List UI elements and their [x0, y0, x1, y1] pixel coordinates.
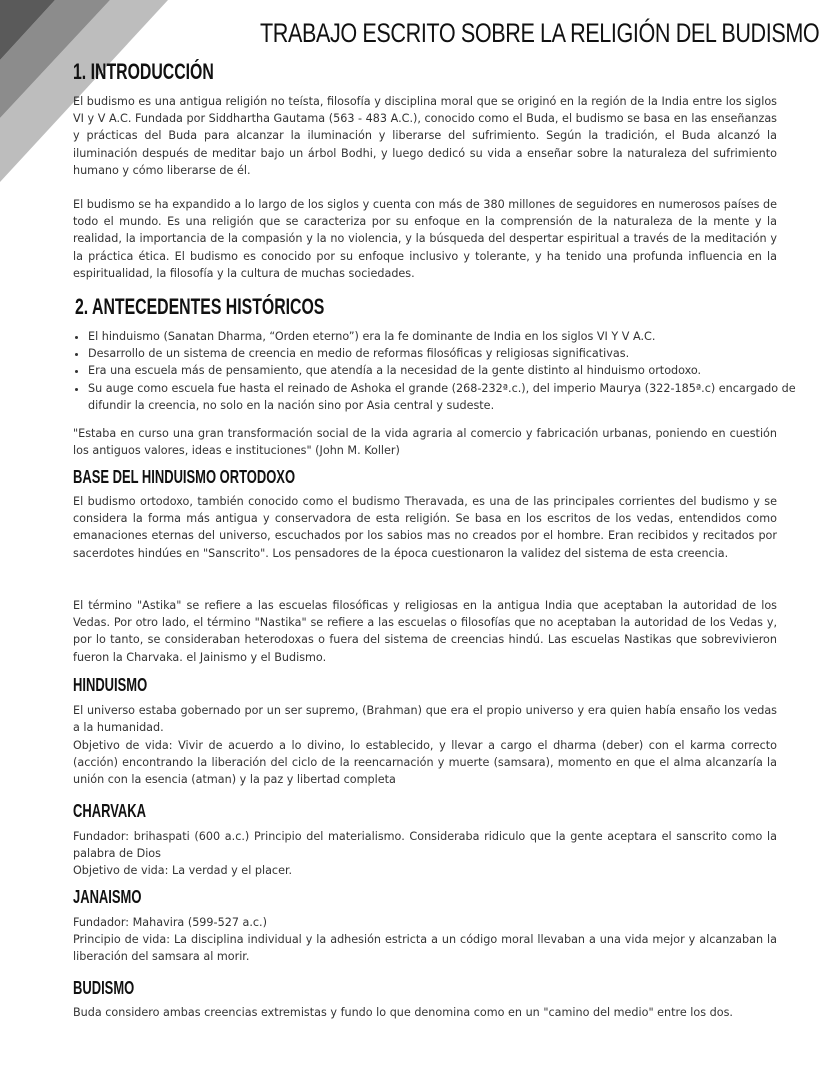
- charvaka-text-1: Fundador: brihaspati (600 a.c.) Principio del materialismo. Consideraba ridiculo que la gente aceptara el sanscrito como la palabra de Dios: [73, 830, 777, 861]
- page-title: TRABAJO ESCRITO SOBRE LA RELIGIÓN DEL BUDISMO: [260, 18, 820, 48]
- janaismo-text-1: Fundador: Mahavira (599-527 a.c.): [73, 916, 267, 929]
- section-heading-introduccion: 1. INTRODUCCIÓN: [73, 59, 214, 84]
- subheading-charvaka: CHARVAKA: [73, 801, 146, 821]
- bullet-item: • El hinduismo (Sanatan Dharma, “Orden eterno”) era la fe dominante de India en los siglos VI Y V A.C.: [88, 328, 798, 345]
- hinduismo-text-1: El universo estaba gobernado por un ser supremo, (Brahman) que era el propio universo y era quien había ensaño los vedas a la humanidad.: [73, 704, 777, 735]
- base-paragraph-1: El budismo ortodoxo, también conocido como el budismo Theravada, es una de las principales corrientes del budismo y se considera la forma más antigua y conservadora de esta religión. Se basa en los escritos de los vedas, entendidos como emanaciones eternas del universo, escuchados por los sabios mas no creados por el hombre. Eran recibidos y recitados por sacerdotes hindúes en "Sanscrito". Los pensadores de la época cuestionaron la validez del sistema de esta creencia.: [73, 495, 777, 560]
- bullet-item: • Su auge como escuela fue hasta el reinado de Ashoka el grande (268-232ª.c.), del imperio Maurya (322-185ª.c) encargado de difundir la creencia, no solo en la nación sino por Asia central y sudeste.: [88, 380, 798, 414]
- base-paragraph-2: El término "Astika" se refiere a las escuelas filosóficas y religiosas en la antigua India que aceptaban la autoridad de los Vedas. Por otro lado, el término "Nastika" se refiere a las escuelas o filosofías que no aceptaban la autoridad de los Vedas y, por lo tanto, se consideraban heterodoxas o fuera del sistema de creencias hindú. Las escuelas Nastikas que sobrevivieron fueron la Charvaka. el Jainismo y el Budismo.: [73, 599, 777, 664]
- subheading-hinduismo: HINDUISMO: [73, 675, 148, 695]
- antecedentes-bullet-list: [73, 328, 798, 414]
- hinduismo-text-2: Objetivo de vida: Vivir de acuerdo a lo divino, lo establecido, y llevar a cargo el dharma (deber) con el karma correcto (acción) encontrando la liberación del ciclo de la reencarnación y muerte (samsara), momento en que el alma alcanzaría la unión con la esencia (atman) y la paz y libertad completa: [73, 739, 777, 787]
- bullet-item: • Era una escuela más de pensamiento, que atendía a la necesidad de la gente distinto al hinduismo ortodoxo.: [88, 362, 798, 379]
- janaismo-text-2: Principio de vida: La disciplina individual y la adhesión estricta a un código moral llevaban a una vida mejor y alcanzaban la liberación del samsara al morir.: [73, 933, 777, 964]
- charvaka-text-2: Objetivo de vida: La verdad y el placer.: [73, 864, 293, 877]
- subheading-budismo: BUDISMO: [73, 978, 135, 998]
- subheading-base-hinduismo: BASE DEL HINDUISMO ORTODOXO: [73, 467, 296, 487]
- budismo-text-1: Buda considero ambas creencias extremistas y fundo lo que denomina como en un "camino del medio" entre los dos.: [73, 1006, 733, 1019]
- section-heading-antecedentes: 2. ANTECEDENTES HISTÓRICOS: [75, 294, 325, 319]
- bullet-item: • Desarrollo de un sistema de creencia en medio de reformas filosóficas y religiosas significativas.: [88, 345, 798, 362]
- intro-paragraph-2: El budismo se ha expandido a lo largo de los siglos y cuenta con más de 380 millones de seguidores en numerosos países de todo el mundo. Es una religión que se caracteriza por su enfoque en la comprensión de la naturaleza de la mente y la realidad, la importancia de la compasión y la no violencia, y la búsqueda del despertar espiritual a través de la meditación y la práctica ética. El budismo es conocido por su enfoque inclusivo y tolerante, y ha tenido una profunda influencia en la espiritualidad, la filosofía y la cultura de muchas sociedades.: [73, 198, 777, 280]
- intro-paragraph-1: El budismo es una antigua religión no teísta, filosofía y disciplina moral que se originó en la región de la India entre los siglos VI y V A.C. Fundada por Siddhartha Gautama (563 - 483 A.C.), conocido como el Buda, el budismo se basa en las enseñanzas y prácticas del Buda para alcanzar la iluminación y liberarse del sufrimiento. Según la tradición, el Buda alcanzó la iluminación después de meditar bajo un árbol Bodhi, y luego dedicó su vida a enseñar sobre la naturaleza del sufrimiento humano y cómo liberarse de él.: [73, 95, 777, 177]
- koller-quote: "Estaba en curso una gran transformación social de la vida agraria al comercio y fabricación urbanas, poniendo en cuestión los antiguos valores, ideas e instituciones" (John M. Koller): [73, 427, 777, 458]
- subheading-janaismo: JANAISMO: [73, 887, 142, 907]
